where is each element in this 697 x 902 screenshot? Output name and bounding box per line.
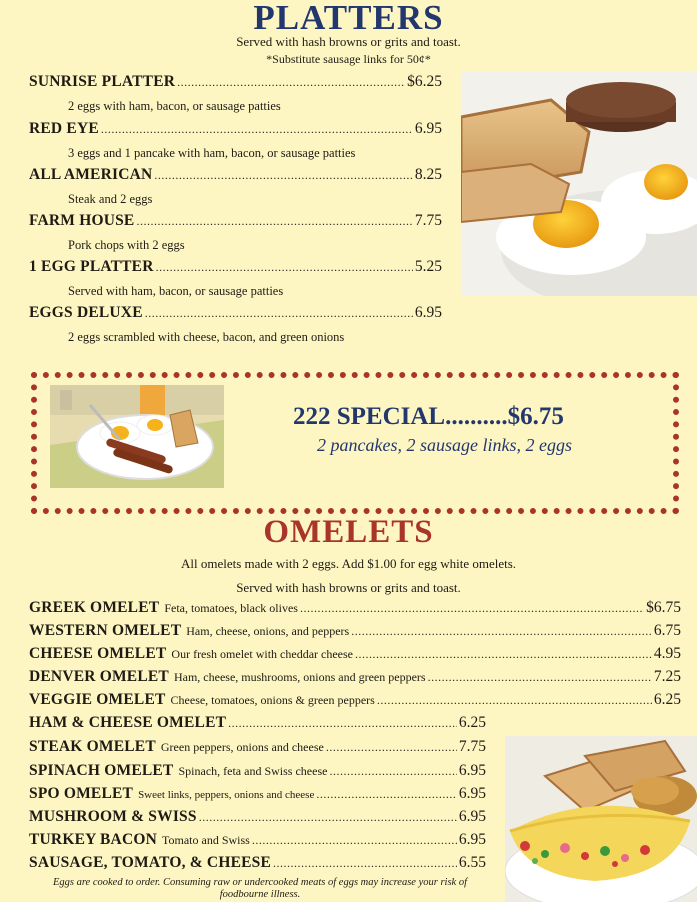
platter-name: ALL AMERICAN bbox=[29, 166, 153, 183]
platter-price: 6.95 bbox=[414, 120, 442, 137]
platter-row bbox=[29, 73, 442, 91]
platter-row bbox=[29, 304, 442, 322]
omelet-photo bbox=[505, 736, 697, 902]
platter-price: 5.25 bbox=[414, 258, 442, 275]
platter-row bbox=[29, 258, 442, 276]
omelet-row bbox=[29, 645, 681, 663]
platter-name: SUNRISE PLATTER bbox=[29, 73, 176, 90]
omelet-desc: Spinach, feta and Swiss cheese bbox=[178, 764, 328, 778]
special-photo bbox=[50, 385, 224, 488]
omelet-row bbox=[29, 622, 681, 640]
platter-desc: Pork chops with 2 eggs bbox=[68, 238, 185, 252]
leader-dots bbox=[316, 787, 457, 802]
platter-price: 6.95 bbox=[414, 304, 442, 321]
omelet-price: 6.95 bbox=[458, 808, 486, 825]
leader-dots bbox=[199, 810, 457, 825]
platter-desc: Served with ham, bacon, or sausage patties bbox=[68, 284, 284, 298]
omelet-price: 6.25 bbox=[458, 714, 486, 731]
leader-dots bbox=[154, 168, 412, 183]
platters-title: PLATTERS bbox=[253, 0, 444, 37]
omelet-desc: Tomato and Swiss bbox=[162, 833, 250, 847]
omelet-row bbox=[29, 854, 486, 872]
omelet-price: 7.25 bbox=[653, 668, 681, 685]
leader-dots bbox=[273, 856, 457, 871]
omelet-row bbox=[29, 668, 681, 686]
leader-dots bbox=[329, 764, 456, 779]
platters-subtitle: Served with hash browns or grits and toast. bbox=[236, 34, 461, 49]
omelet-name: VEGGIE OMELET bbox=[29, 691, 166, 708]
platter-row bbox=[29, 120, 442, 138]
omelet-name: STEAK OMELET bbox=[29, 738, 156, 755]
platter-price: $6.25 bbox=[407, 73, 442, 90]
leader-dots bbox=[145, 306, 413, 321]
leader-dots bbox=[355, 647, 652, 662]
leader-dots bbox=[377, 693, 652, 708]
omelet-price: 6.95 bbox=[458, 831, 486, 848]
platter-desc: 3 eggs and 1 pancake with ham, bacon, or sausage patties bbox=[68, 146, 356, 160]
platter-name: RED EYE bbox=[29, 120, 99, 137]
omelet-desc: Ham, cheese, onions, and peppers bbox=[186, 624, 350, 638]
platter-row bbox=[29, 212, 442, 230]
omelet-desc: Ham, cheese, mushrooms, onions and green peppers bbox=[173, 670, 426, 684]
omelet-price: 6.95 bbox=[458, 762, 486, 779]
omelets-subtitle: All omelets made with 2 eggs. Add $1.00 for egg white omelets. bbox=[180, 556, 517, 571]
platter-desc: Steak and 2 eggs bbox=[68, 192, 153, 206]
omelet-row bbox=[29, 738, 486, 756]
omelet-desc: Feta, tomatoes, black olives bbox=[164, 601, 298, 615]
platter-photo bbox=[461, 72, 697, 296]
omelet-row bbox=[29, 762, 486, 780]
omelet-name: SPO OMELET bbox=[29, 785, 134, 802]
platter-desc: 2 eggs with ham, bacon, or sausage patties bbox=[68, 99, 281, 113]
omelet-price: 6.95 bbox=[458, 785, 486, 802]
omelet-price: 4.95 bbox=[653, 645, 681, 662]
platter-name: 1 EGG PLATTER bbox=[29, 258, 154, 275]
omelet-price: 6.75 bbox=[653, 622, 681, 639]
omelets-title: OMELETS bbox=[263, 514, 434, 550]
omelet-row bbox=[29, 785, 486, 803]
omelet-row bbox=[29, 808, 486, 826]
omelets-subtitle-2: Served with hash browns or grits and toast. bbox=[236, 580, 461, 595]
omelet-name: CHEESE OMELET bbox=[29, 645, 167, 662]
leader-dots bbox=[228, 716, 457, 731]
platter-price: 7.75 bbox=[414, 212, 442, 229]
special-title: 222 SPECIAL..........$6.75 bbox=[293, 403, 564, 430]
leader-dots bbox=[300, 601, 644, 616]
omelet-price: 6.25 bbox=[653, 691, 681, 708]
leader-dots bbox=[252, 833, 457, 848]
omelet-price: 6.55 bbox=[458, 854, 486, 871]
leader-dots bbox=[136, 214, 412, 229]
platter-name: EGGS DELUXE bbox=[29, 304, 143, 321]
footnote: Eggs are cooked to order. Consuming raw or undercooked meats of eggs may increase your risk of foodbourne illness. bbox=[52, 877, 467, 900]
omelet-name: DENVER OMELET bbox=[29, 668, 169, 685]
omelet-desc: Cheese, tomatoes, onions & green peppers bbox=[170, 693, 375, 707]
omelet-name: SAUSAGE, TOMATO, & CHEESE bbox=[29, 854, 272, 871]
leader-dots bbox=[101, 122, 413, 137]
omelet-row bbox=[29, 831, 486, 849]
special-desc: 2 pancakes, 2 sausage links, 2 eggs bbox=[317, 435, 572, 455]
omelet-desc: Green peppers, onions and cheese bbox=[160, 740, 324, 754]
omelet-row bbox=[29, 599, 681, 617]
omelet-row bbox=[29, 691, 681, 709]
omelet-name: GREEK OMELET bbox=[29, 599, 160, 616]
leader-dots bbox=[351, 624, 652, 639]
platter-desc: 2 eggs scrambled with cheese, bacon, and green onions bbox=[68, 330, 345, 344]
omelet-name: SPINACH OMELET bbox=[29, 762, 174, 779]
omelet-name: WESTERN OMELET bbox=[29, 622, 182, 639]
platter-price: 8.25 bbox=[414, 166, 442, 183]
leader-dots bbox=[156, 260, 413, 275]
omelet-name: TURKEY BACON bbox=[29, 831, 157, 848]
leader-dots bbox=[177, 75, 405, 90]
omelet-desc: Sweet links, peppers, onions and cheese bbox=[138, 789, 315, 801]
platters-note: *Substitute sausage links for 50¢* bbox=[266, 52, 431, 66]
omelet-name: MUSHROOM & SWISS bbox=[29, 808, 197, 825]
leader-dots bbox=[326, 740, 457, 755]
omelet-name: HAM & CHEESE OMELET bbox=[29, 714, 227, 731]
omelet-price: $6.75 bbox=[646, 599, 681, 616]
omelet-desc: Our fresh omelet with cheddar cheese bbox=[171, 647, 353, 661]
leader-dots bbox=[428, 670, 652, 685]
omelet-row bbox=[29, 714, 486, 732]
platter-name: FARM HOUSE bbox=[29, 212, 135, 229]
platter-row bbox=[29, 166, 442, 184]
omelet-price: 7.75 bbox=[458, 738, 486, 755]
